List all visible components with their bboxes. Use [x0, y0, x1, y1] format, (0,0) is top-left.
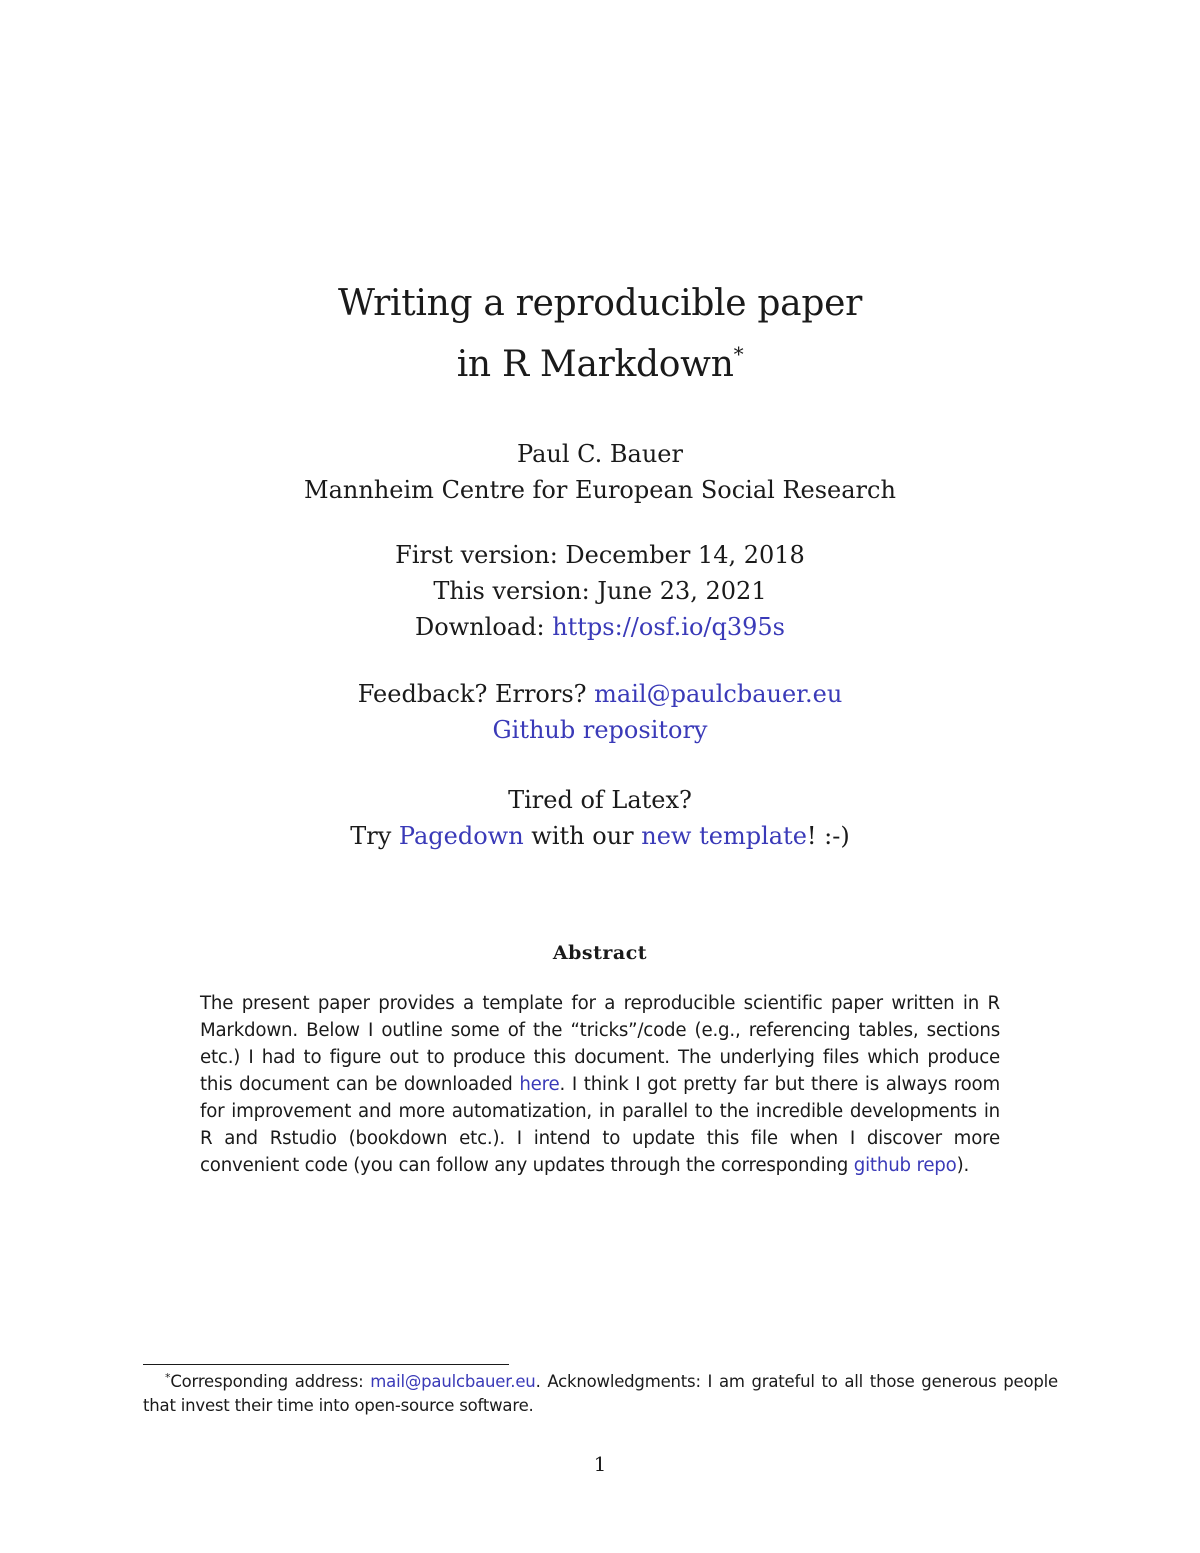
footnote-rule [143, 1364, 509, 1365]
abstract-github-repo-link[interactable]: github repo [853, 1155, 957, 1176]
abstract-text-1: The present paper provides a template for a reproducible scientific paper written in R Markdown. Below I outline some of the “tricks”/code (e.g., referencing tables, sections etc.) I had to figure out to produce this document. The underlying files which produce this document can be downloaded [200, 993, 1000, 1095]
title-footnote-mark[interactable]: * [733, 342, 744, 366]
abstract-heading: Abstract [552, 942, 648, 964]
footnote [143, 1370, 1058, 1418]
abstract-text-2: . I think I got pretty far but there is always room for improvement and more automatization, in parallel to the incredible developments in R and Rstudio (bookdown etc.). I intend to update this file when I discover more convenient code (you can follow any updates through the corresponding [200, 1074, 1000, 1176]
page-number: 1 [593, 1452, 607, 1476]
new-template-link[interactable]: new template [641, 822, 807, 850]
title-line-2 [0, 330, 1200, 391]
latex-question: Tired of Latex? [508, 786, 692, 814]
latex-block [0, 782, 1200, 854]
abstract-here-link[interactable]: here [519, 1074, 560, 1095]
title-block [0, 278, 1200, 391]
download-label: Download: [414, 613, 553, 641]
footnote-prefix: Corresponding address: [170, 1372, 371, 1391]
version-block [0, 537, 1200, 645]
title-line-2-text: in R Markdown [456, 344, 734, 385]
download-line [0, 609, 1200, 645]
footnote-rest: . Acknowledgments: I am grateful to all those generous people that invest their time into open-source software. [143, 1372, 1058, 1415]
author-affiliation: Mannheim Centre for European Social Research [304, 476, 896, 504]
abstract-text-3: ). [956, 1155, 970, 1176]
title-line-1: Writing a reproducible paper [338, 283, 862, 324]
download-link[interactable]: https://osf.io/q395s [552, 613, 785, 641]
pagedown-line [0, 818, 1200, 854]
feedback-label: Feedback? Errors? [357, 680, 595, 708]
feedback-line [0, 676, 1200, 712]
author-name: Paul C. Bauer [517, 440, 683, 468]
first-version: First version: December 14, 2018 [395, 541, 805, 569]
feedback-email-link[interactable]: mail@paulcbauer.eu [594, 680, 843, 708]
feedback-block [0, 676, 1200, 748]
with-our-text: with our [523, 822, 642, 850]
this-version: This version: June 23, 2021 [433, 577, 767, 605]
github-repository-link[interactable]: Github repository [492, 716, 708, 744]
footnote-email-link[interactable]: mail@paulcbauer.eu [370, 1372, 536, 1391]
pagedown-link[interactable]: Pagedown [398, 822, 524, 850]
abstract-body [200, 990, 1000, 1179]
smiley-suffix: ! :-) [806, 822, 850, 850]
try-prefix: Try [350, 822, 399, 850]
author-block [0, 436, 1200, 508]
footnote-mark: * [165, 1370, 171, 1384]
github-repo-line [0, 712, 1200, 748]
